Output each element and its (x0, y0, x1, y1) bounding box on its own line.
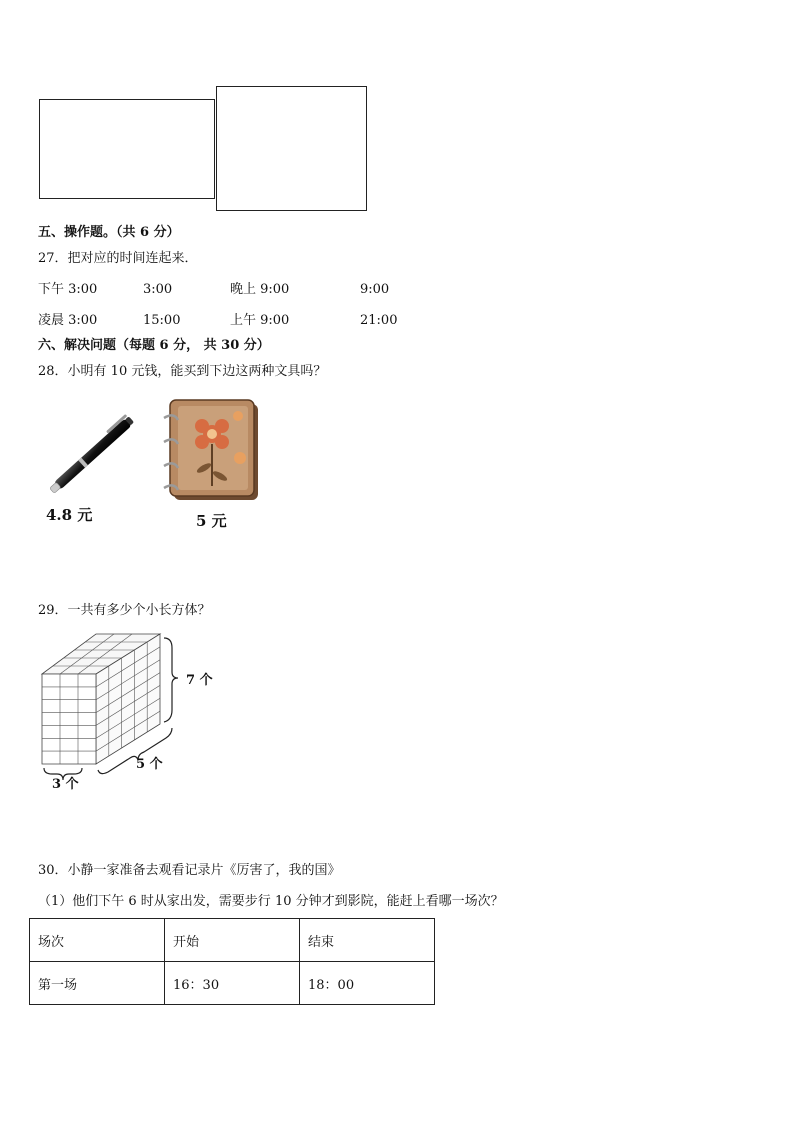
pen-price: 4.8 元 (46, 506, 93, 524)
table-cell: 第一场 (30, 962, 165, 1005)
q27-text: 27．把对应的时间连起来． (38, 251, 198, 266)
table-header-row (30, 919, 435, 962)
notebook-icon (160, 396, 262, 504)
q30-sub1: （1）他们下午 6 时从家出发，需要步行 10 分钟才到影院，能赶上看哪一场次？ (38, 894, 504, 909)
answer-box-left (39, 99, 215, 199)
q28-text: 28．小明有 10 元钱，能买到下边这两种文具吗？ (38, 364, 327, 379)
table-header-cell: 结束 (300, 919, 435, 962)
q27-row1-item: 3:00 (143, 282, 173, 297)
table-header-cell: 场次 (30, 919, 165, 962)
table-row (30, 962, 435, 1005)
q27-row1-item: 下午 3:00 (38, 282, 98, 297)
q29-text: 29．一共有多少个小长方体？ (38, 603, 211, 618)
q27-row2-item: 15:00 (143, 313, 181, 328)
cuboid-figure (36, 628, 226, 792)
table-header-cell: 开始 (165, 919, 300, 962)
q27-row2-item: 21:00 (360, 313, 398, 328)
answer-box-right (216, 86, 367, 211)
section6-title: 六、解决问题（每题 6 分， 共 30 分） (38, 338, 270, 353)
q30-text: 30．小静一家准备去观看记录片《厉害了，我的国》 (38, 863, 341, 878)
label-height: 7 个 (186, 673, 213, 688)
pen-icon (40, 404, 150, 500)
q27-row1-item: 晚上 9:00 (230, 282, 290, 297)
q27-row1-item: 9:00 (360, 282, 390, 297)
q27-row2-item: 凌晨 3:00 (38, 313, 98, 328)
table-cell: 18：00 (300, 962, 435, 1005)
notebook-price: 5 元 (196, 512, 227, 530)
schedule-table (29, 918, 435, 1005)
q27-row2-item: 上午 9:00 (230, 313, 290, 328)
label-width: 3 个 (52, 777, 79, 792)
table-cell: 16：30 (165, 962, 300, 1005)
label-depth: 5 个 (136, 757, 163, 772)
section5-title: 五、操作题。（共 6 分） (38, 225, 180, 240)
